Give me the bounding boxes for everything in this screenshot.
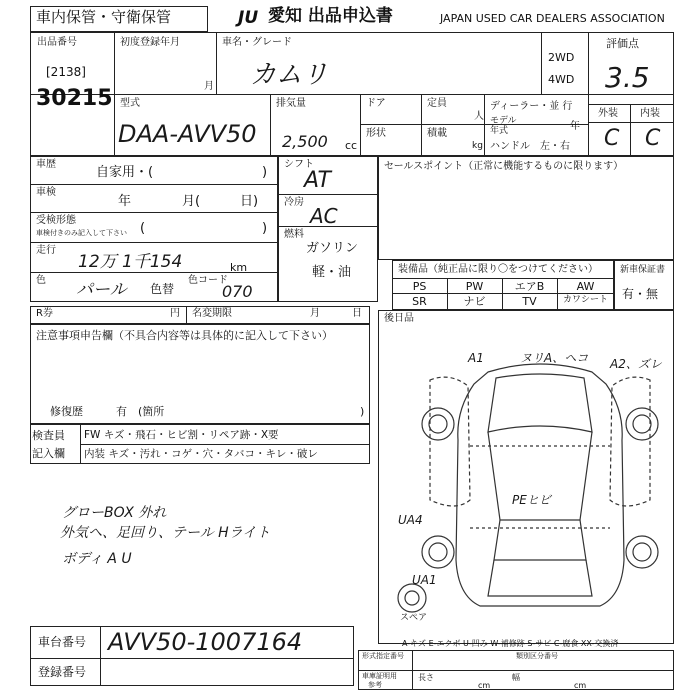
shift-value: AT bbox=[304, 168, 331, 193]
fuel-light: 軽・油 bbox=[312, 265, 352, 280]
cert-width-unit: cm bbox=[574, 681, 587, 690]
interior-grade: C bbox=[645, 126, 661, 151]
door-label: ドア bbox=[366, 98, 386, 109]
history-close: ) bbox=[262, 165, 268, 180]
equip-pw: PW bbox=[465, 280, 484, 293]
damage-legend: A-キズ E-エクボ U-凹み W-補修跡 S-サビ C-腐食 XX-交換済 bbox=[402, 639, 619, 648]
mark-top-right: A2、ズレ bbox=[610, 357, 662, 371]
reception-label: 受検形態 bbox=[36, 215, 76, 226]
fuel-label: 燃料 bbox=[284, 229, 304, 240]
remarks-label: 注意事項申告欄（不具合内容等は具体的に記入して下さい） bbox=[36, 329, 333, 342]
cooling-value: AC bbox=[310, 204, 338, 228]
car-name-label: 車名・グレード bbox=[222, 37, 292, 48]
registration-label: 登録番号 bbox=[38, 665, 87, 679]
mark-right: PEヒビ bbox=[512, 493, 551, 507]
form-subtitle: JAPAN USED CAR DEALERS ASSOCIATION bbox=[440, 12, 665, 25]
dealer-label: ディーラー・並 行 bbox=[490, 101, 573, 112]
cert-width: 幅 bbox=[512, 673, 520, 682]
listing-bracket-number: [2138] bbox=[46, 65, 86, 79]
color-label: 色 bbox=[36, 275, 46, 286]
inspector-label: 検査員 bbox=[32, 429, 65, 442]
note-line-3: ボディ A U bbox=[62, 551, 132, 567]
name-change-label: 名変期限 bbox=[192, 308, 232, 319]
approval-label-bottom: 類別区分番号 bbox=[516, 652, 558, 660]
exterior-grade: C bbox=[604, 126, 620, 151]
mark-left-a4: UA4 bbox=[398, 513, 423, 527]
handle-label: ハンドル bbox=[490, 141, 530, 152]
load-label: 積載 bbox=[427, 128, 447, 139]
displacement-value: 2,500 bbox=[282, 132, 328, 151]
repair-close: ) bbox=[360, 405, 365, 418]
rating-value: 3.5 bbox=[605, 61, 650, 94]
approval-label-top: 形式指定番号 bbox=[362, 652, 404, 660]
equip-navi: ナビ bbox=[463, 295, 486, 308]
cert-label-top: 車庫証明用 bbox=[362, 672, 397, 680]
name-change-day: 日 bbox=[352, 308, 362, 319]
notes-label: 記入欄 bbox=[32, 447, 65, 460]
cert-length: 長さ bbox=[418, 673, 434, 682]
handle-options: 左・右 bbox=[540, 141, 570, 152]
sales-point-label: セールスポイント（正常に機能するものに限ります） bbox=[384, 161, 624, 172]
post-date-label: 後日品 bbox=[384, 313, 414, 324]
equip-aw: AW bbox=[576, 280, 595, 293]
mark-top: ヌリA、ヘコ bbox=[520, 351, 589, 365]
drive-4wd: 4WD bbox=[548, 73, 575, 86]
first-registration-month: 月 bbox=[204, 81, 214, 92]
car-name-value: カムリ bbox=[250, 60, 329, 90]
load-unit: kg bbox=[472, 141, 483, 151]
color-code-label: 色コード bbox=[188, 275, 228, 286]
mark-a1: A1 bbox=[468, 351, 484, 365]
cert-label-bottom: 参考 bbox=[368, 681, 382, 689]
mileage-label: 走行 bbox=[36, 245, 56, 256]
equip-sr: SR bbox=[412, 295, 427, 308]
color-code: 070 bbox=[222, 282, 253, 301]
note-line-1: グローBOX 外れ bbox=[62, 505, 167, 521]
first-registration-label: 初度登録年月 bbox=[120, 37, 180, 48]
storage-label: 車内保管・守衛保管 bbox=[36, 8, 172, 26]
model-value: DAA-AVV50 bbox=[118, 120, 257, 148]
listing-number: 30215 bbox=[36, 86, 113, 111]
mileage-value: 12万 1千154 bbox=[78, 252, 183, 272]
inspection-label: 車検 bbox=[36, 187, 56, 198]
interior-label: 内装 bbox=[640, 108, 660, 119]
history-label: 車歴 bbox=[36, 159, 56, 170]
chassis-value: AVV50-1007164 bbox=[108, 628, 303, 656]
equip-airbag: エアB bbox=[514, 280, 545, 293]
interior-row: 内装 キズ・汚れ・コゲ・穴・タバコ・キレ・破レ bbox=[84, 448, 318, 460]
repair-has: 有 bbox=[116, 405, 127, 418]
r-ticket-label: R券 bbox=[36, 308, 53, 319]
equip-leather-seat: カワシート bbox=[562, 295, 608, 305]
fuel-gas: ガソリン bbox=[306, 241, 359, 256]
fw-row: FW キズ・飛石・ヒビ割・リペア跡・X要 bbox=[84, 429, 279, 441]
name-change-month: 月 bbox=[310, 308, 320, 319]
exterior-label: 外装 bbox=[598, 108, 618, 119]
equipment-label: 装備品（純正品に限り〇をつけてください） bbox=[398, 264, 598, 275]
equip-tv: TV bbox=[522, 295, 537, 308]
inspection-month: 月( bbox=[182, 194, 201, 209]
model-year-unit: 年 bbox=[570, 121, 580, 132]
mileage-unit: km bbox=[230, 261, 248, 274]
color-value: パール bbox=[76, 280, 127, 300]
reception-close: ) bbox=[262, 221, 268, 236]
history-value: 自家用・( bbox=[96, 165, 154, 180]
r-ticket-unit: 円 bbox=[170, 308, 180, 319]
shape-label: 形状 bbox=[366, 128, 386, 139]
model-year-label-bottom: 年式 bbox=[490, 126, 509, 136]
note-line-2: 外気ヘ、足回り、テール Hライト bbox=[60, 525, 271, 541]
displacement-label: 排気量 bbox=[276, 98, 306, 109]
model-label: 型式 bbox=[120, 98, 140, 109]
spare-label: スペア bbox=[400, 613, 428, 623]
shift-label: シフト bbox=[284, 159, 314, 170]
cooling-label: 冷房 bbox=[284, 197, 304, 208]
displacement-unit: cc bbox=[345, 139, 358, 152]
color-change-label: 色替 bbox=[150, 282, 175, 296]
capacity-label: 定員 bbox=[427, 98, 447, 109]
rating-label: 評価点 bbox=[606, 37, 639, 50]
form-title: 愛知 出品申込書 bbox=[268, 6, 393, 26]
model-year-label-top: モデル bbox=[490, 116, 517, 126]
listing-number-label: 出品番号 bbox=[37, 37, 77, 48]
cert-length-unit: cm bbox=[478, 681, 491, 690]
warranty-options: 有・無 bbox=[622, 287, 659, 301]
ju-logo: JU bbox=[238, 8, 259, 28]
inspection-day: 日) bbox=[240, 194, 259, 209]
reception-note: 車検付きのみ記入して下さい bbox=[36, 229, 127, 237]
mark-left-a1: UA1 bbox=[412, 573, 437, 587]
inspection-year: 年 bbox=[118, 194, 132, 209]
chassis-label: 車台番号 bbox=[38, 635, 87, 649]
repair-paren: (箇所 bbox=[138, 405, 165, 418]
repair-label: 修復歴 bbox=[50, 405, 83, 418]
equip-ps: PS bbox=[412, 280, 427, 293]
capacity-unit: 人 bbox=[474, 111, 484, 122]
warranty-label: 新車保証書 bbox=[620, 265, 666, 275]
drive-2wd: 2WD bbox=[548, 51, 575, 64]
reception-paren: ( bbox=[140, 221, 146, 236]
